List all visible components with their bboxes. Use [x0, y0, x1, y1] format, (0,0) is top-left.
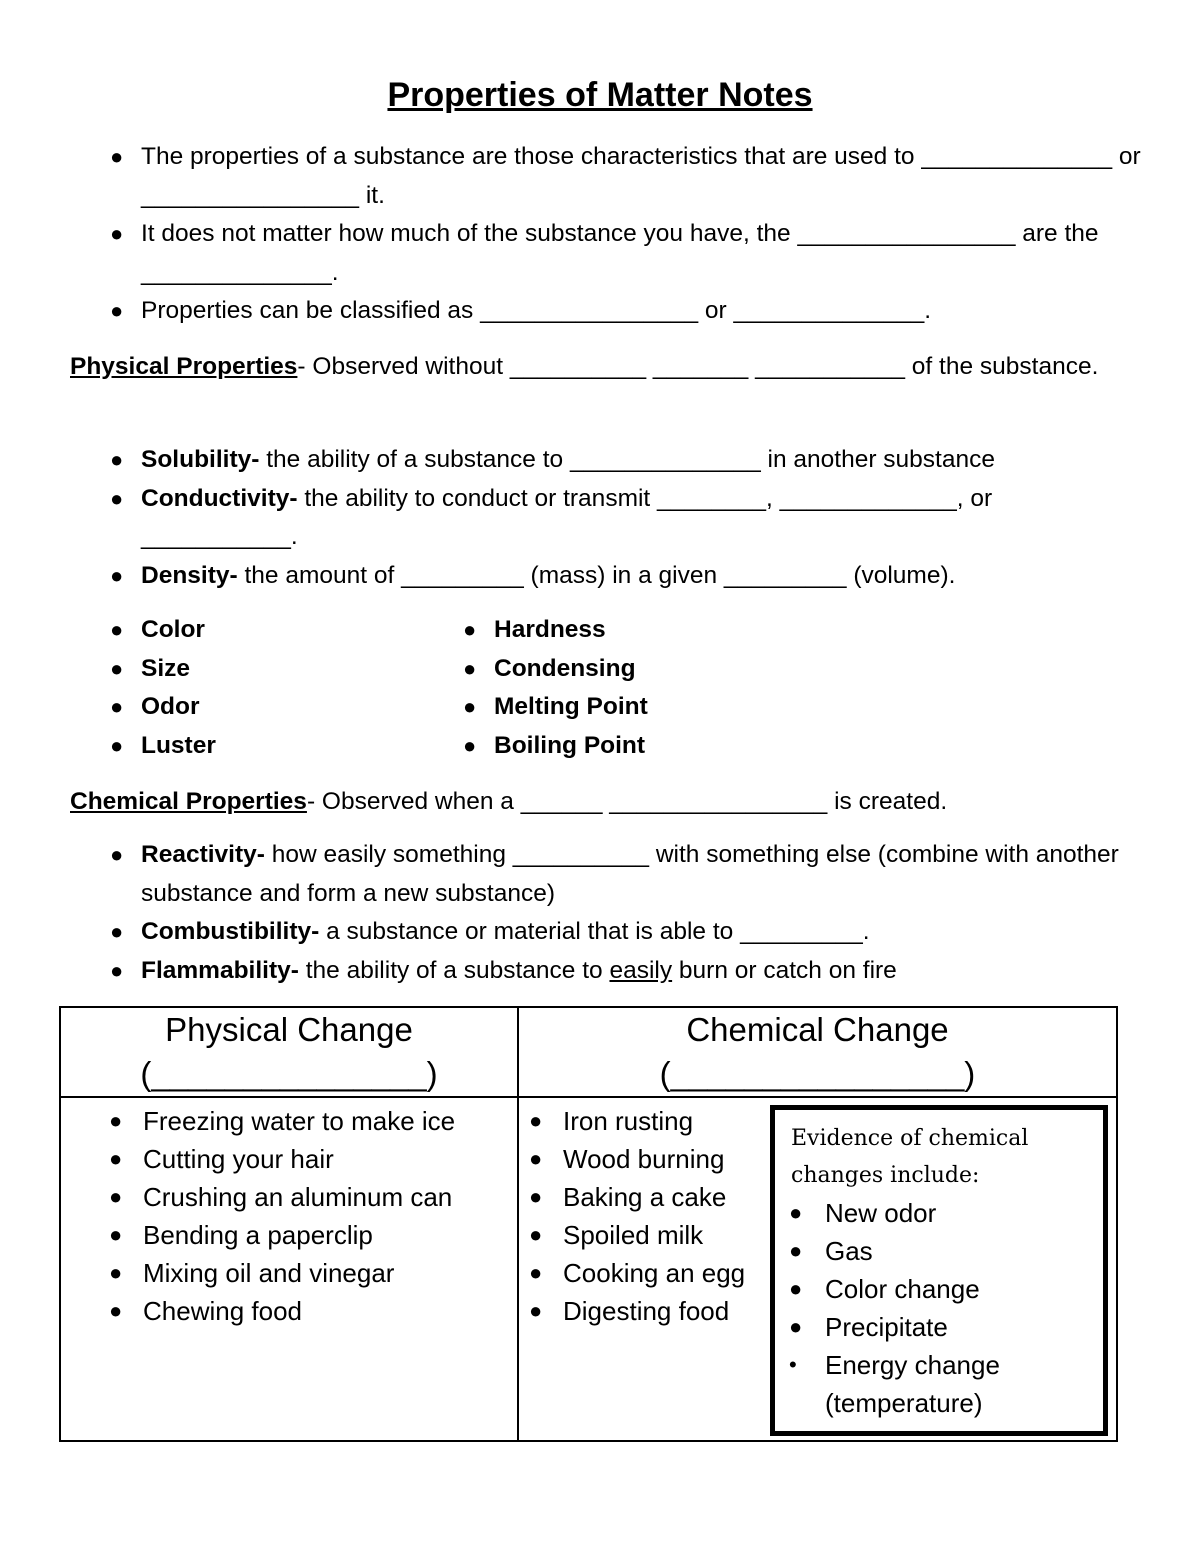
- chemical-change-header: Chemical Change (________________): [518, 1007, 1117, 1097]
- bullet-icon: ●: [529, 1298, 543, 1323]
- intro-list: [110, 138, 1141, 331]
- bullet-icon: •: [789, 1352, 797, 1377]
- bullet-icon: ●: [110, 919, 124, 944]
- list-item: ● Wood burning: [563, 1140, 783, 1178]
- list-item: ● Bending a paperclip: [143, 1216, 517, 1254]
- bullet-icon: ●: [529, 1222, 543, 1247]
- bullet-icon: ●: [529, 1260, 543, 1285]
- bullet-icon: ●: [109, 1184, 123, 1209]
- list-item: ● Combustibility- a substance or material that is able to _________.: [141, 913, 1141, 952]
- list-item: ● Baking a cake: [563, 1178, 783, 1216]
- bullet-icon: ●: [789, 1238, 803, 1263]
- list-item: ● It does not matter how much of the substance you have, the ________________ are the ______________.: [141, 215, 1141, 292]
- bullet-icon: ●: [110, 732, 124, 758]
- bullet-icon: ●: [110, 144, 124, 169]
- bullet-icon: ●: [789, 1276, 803, 1301]
- physical-change-examples: [60, 1097, 518, 1441]
- list-item: ● Reactivity- how easily something __________ with something else (combine with another substance and form a new substance): [141, 836, 1141, 913]
- bullet-icon: ●: [109, 1260, 123, 1285]
- physical-examples-right: [463, 611, 794, 765]
- list-item: • Energy change (temperature): [825, 1346, 1105, 1422]
- list-item: ● Color change: [825, 1270, 1105, 1308]
- list-item: ● Freezing water to make ice: [143, 1102, 517, 1140]
- list-item: ● Chewing food: [143, 1292, 517, 1330]
- list-item: ● New odor: [825, 1194, 1105, 1232]
- bullet-icon: ●: [529, 1184, 543, 1209]
- physical-examples-left: [110, 611, 441, 765]
- list-item: ● Luster: [141, 727, 441, 766]
- list-item: ● Gas: [825, 1232, 1105, 1270]
- list-item: ● Spoiled milk: [563, 1216, 783, 1254]
- bullet-icon: ●: [110, 655, 124, 681]
- list-item: ● Density- the amount of _________ (mass) in a given _________ (volume).: [141, 557, 1141, 596]
- list-item: ● Cooking an egg: [563, 1254, 783, 1292]
- list-item: ● Boiling Point: [494, 727, 794, 766]
- bullet-icon: ●: [109, 1222, 123, 1247]
- list-item: ● The properties of a substance are those characteristics that are used to ______________ or ________________ it.: [141, 138, 1141, 215]
- list-item: ● Iron rusting: [563, 1102, 783, 1140]
- list-item: ● Size: [141, 650, 441, 689]
- bullet-icon: ●: [463, 655, 477, 681]
- physical-properties-list: [110, 441, 1141, 595]
- list-item: ● Melting Point: [494, 688, 794, 727]
- list-item: ● Condensing: [494, 650, 794, 689]
- list-item: ● Conductivity- the ability to conduct or transmit ________, _____________, or ___________.: [141, 480, 1141, 557]
- bullet-icon: ●: [463, 694, 477, 719]
- bullet-icon: ●: [109, 1298, 123, 1323]
- bullet-icon: ●: [110, 617, 124, 642]
- list-item: ● Precipitate: [825, 1308, 1105, 1346]
- bullet-icon: ●: [110, 842, 124, 867]
- bullet-icon: ●: [110, 298, 124, 323]
- bullet-icon: ●: [110, 562, 124, 588]
- evidence-title: Evidence of chemical changes include:: [791, 1126, 1029, 1188]
- bullet-icon: ●: [789, 1200, 803, 1225]
- physical-properties-heading: Physical Properties- Observed without __________ _______ ___________ of the substance.: [70, 353, 1099, 380]
- page-title: Properties of Matter Notes: [387, 76, 813, 114]
- bullet-icon: ●: [110, 221, 124, 246]
- list-item: ● Crushing an aluminum can: [143, 1178, 517, 1216]
- bullet-icon: ●: [109, 1108, 123, 1133]
- chemical-properties-list: [110, 836, 1141, 990]
- bullet-icon: ●: [789, 1314, 803, 1339]
- list-item: ● Cutting your hair: [143, 1140, 517, 1178]
- bullet-icon: ●: [110, 485, 124, 511]
- physical-change-header: Physical Change (_______________): [60, 1007, 518, 1097]
- bullet-icon: ●: [463, 732, 477, 758]
- list-item: ● Odor: [141, 688, 441, 727]
- list-item: ● Flammability- the ability of a substance to easily burn or catch on fire: [141, 952, 1141, 991]
- bullet-icon: ●: [109, 1146, 123, 1171]
- bullet-icon: ●: [110, 957, 124, 983]
- list-item: ● Color: [141, 611, 441, 650]
- bullet-icon: ●: [529, 1108, 543, 1133]
- evidence-box: [770, 1105, 1108, 1436]
- bullet-icon: ●: [110, 447, 124, 472]
- chemical-properties-heading: Chemical Properties- Observed when a ______ ________________ is created.: [70, 788, 948, 815]
- list-item: ● Hardness: [494, 611, 794, 650]
- list-item: ● Mixing oil and vinegar: [143, 1254, 517, 1292]
- evidence-list: [789, 1194, 1105, 1422]
- list-item: ● Digesting food: [563, 1292, 783, 1330]
- list-item: ● Properties can be classified as ________________ or ______________.: [141, 292, 1141, 331]
- bullet-icon: ●: [529, 1146, 543, 1171]
- bullet-icon: ●: [110, 694, 124, 719]
- bullet-icon: ●: [463, 617, 477, 642]
- list-item: ● Solubility- the ability of a substance to ______________ in another substance: [141, 441, 1141, 480]
